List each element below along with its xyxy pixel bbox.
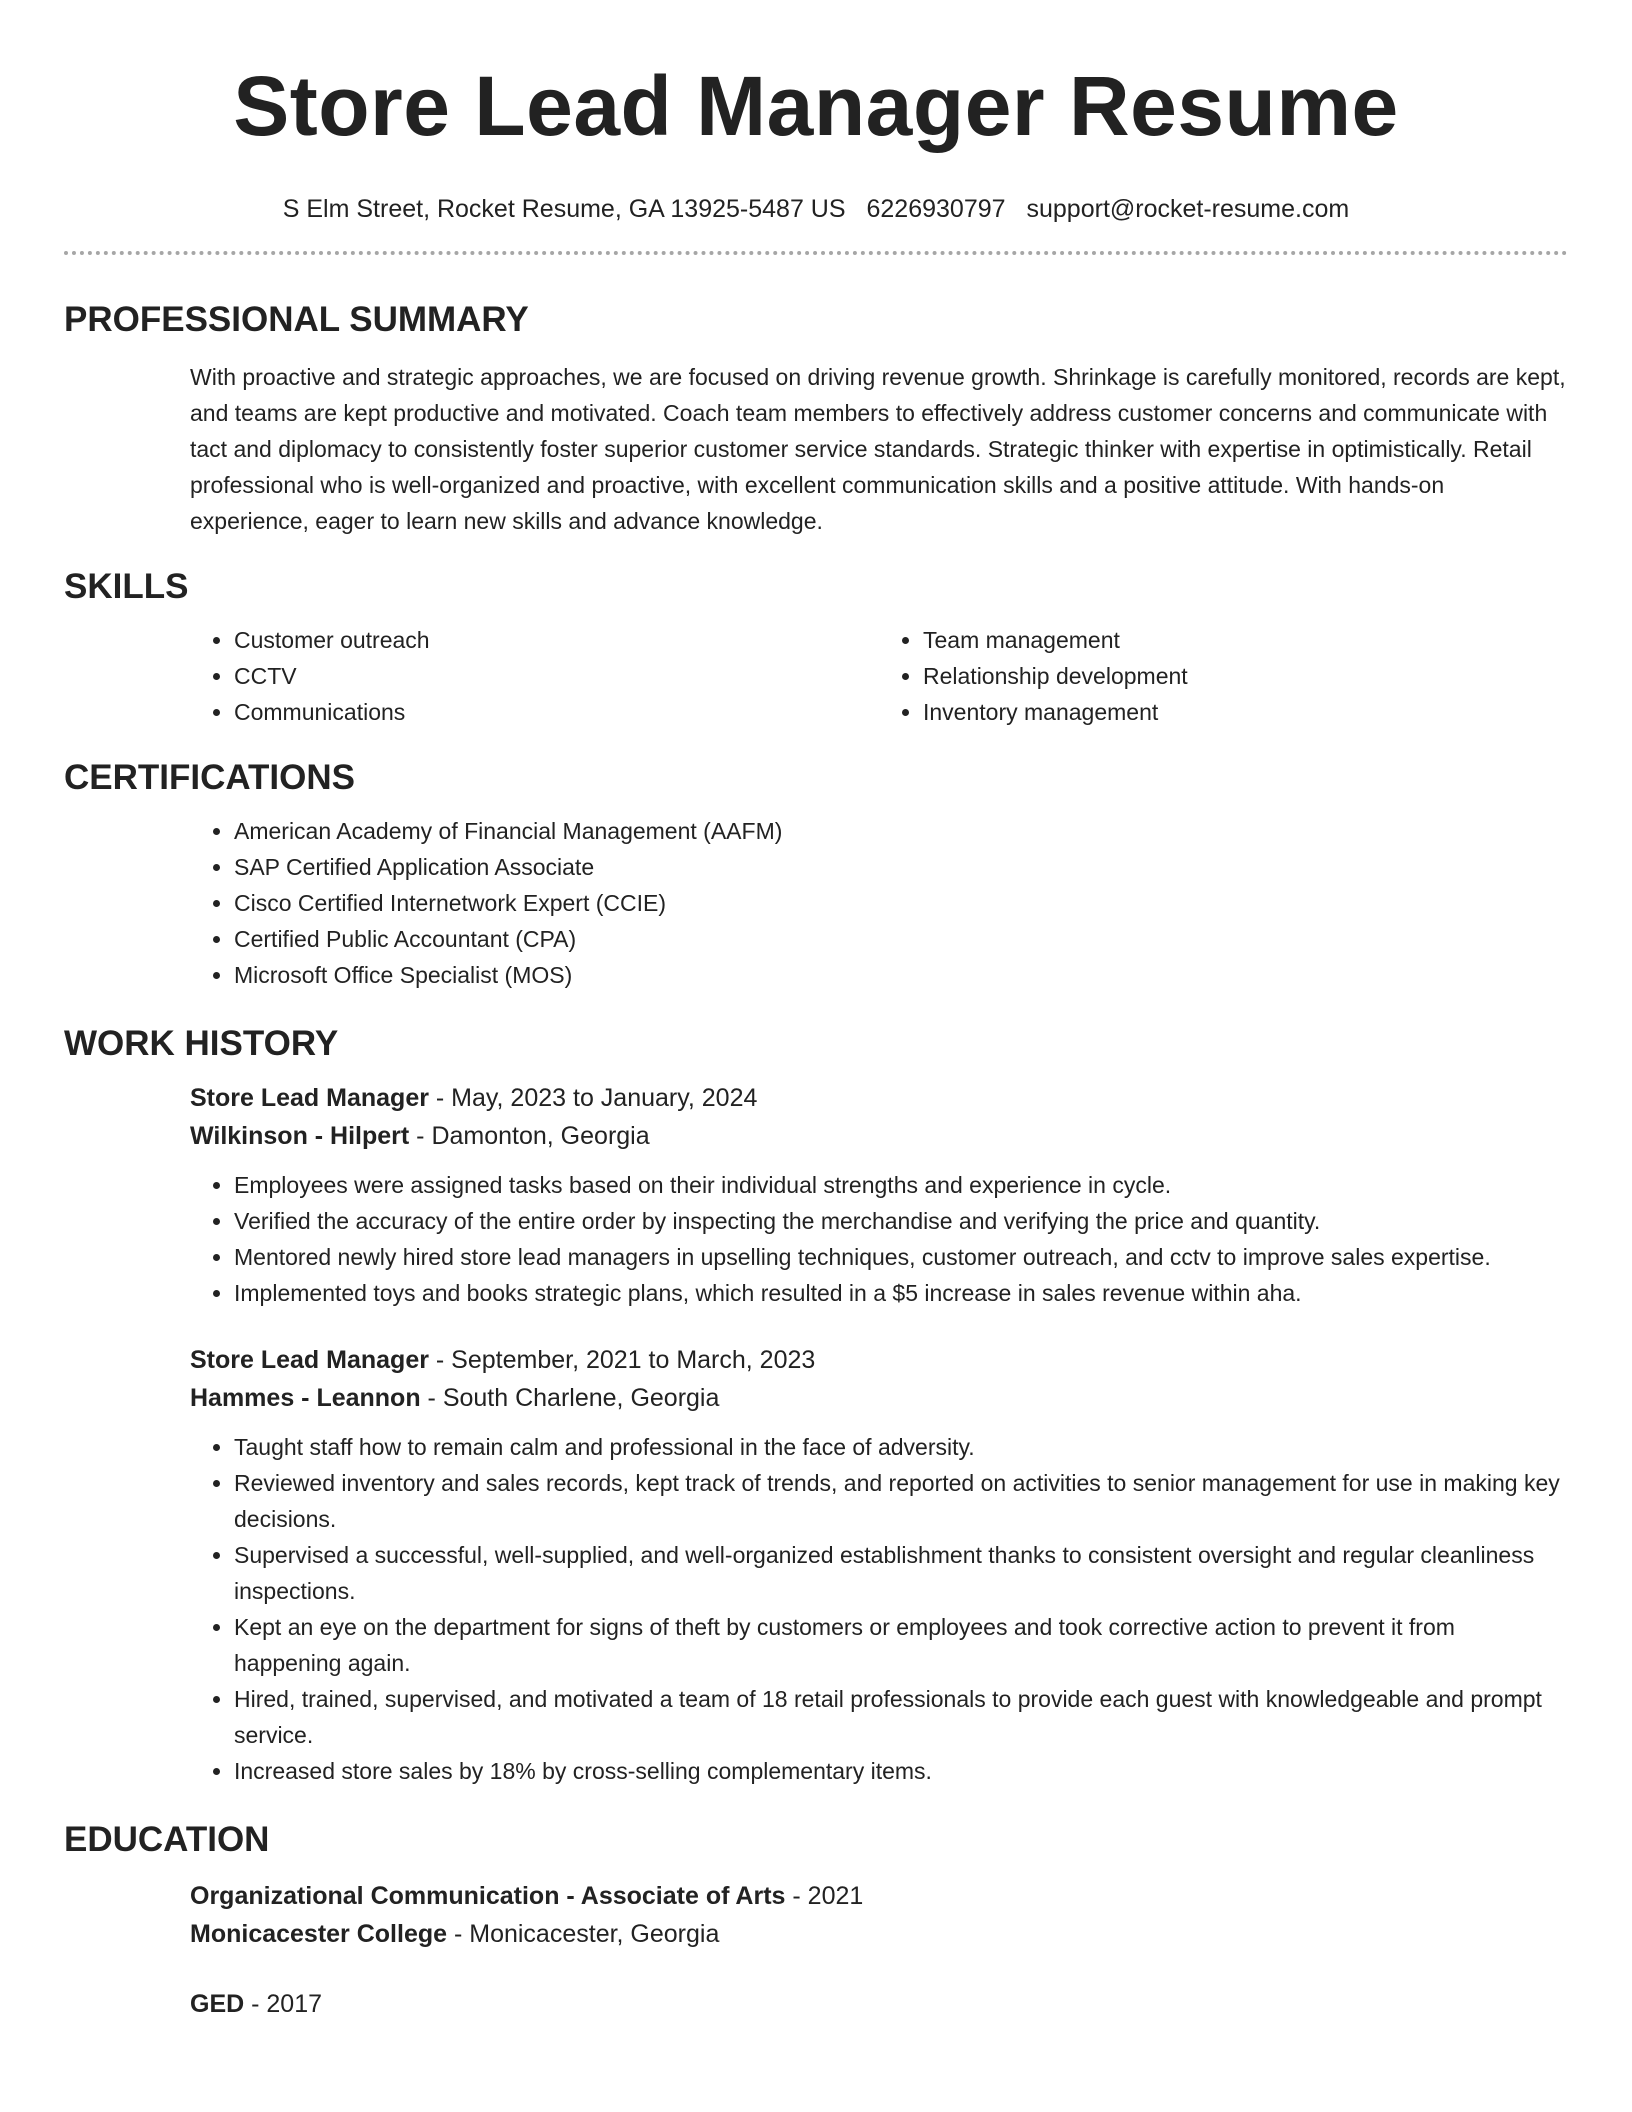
job-bullet: • Mentored newly hired store lead managers in upselling techniques, customer outreach, and cctv to improve sales expertise. [234, 1239, 1568, 1275]
job-bullet: • Employees were assigned tasks based on their individual strengths and experience in cycle. [234, 1167, 1568, 1203]
summary-text: With proactive and strategic approaches, we are focused on driving revenue growth. Shrinkage is carefully monitored, records are kept, and teams are kept productive and motivated. Coach team members to effectively address customer concerns and communicate with tact and diplomacy to consistently foster superior customer service standards. Strategic thinker with expertise in optimistically. Retail professional who is well-organized and proactive, with excellent communication skills and a positive attitude. With hands-on experience, eager to learn new skills and advance knowledge. [190, 364, 1566, 534]
summary-section [64, 299, 1568, 539]
job-location: - South Charlene, Georgia [420, 1384, 720, 1412]
summary-heading: PROFESSIONAL SUMMARY [64, 300, 529, 339]
skill-item: • Customer outreach [234, 622, 879, 658]
skill-item: • Team management [923, 622, 1568, 658]
education-heading: EDUCATION [64, 1820, 270, 1859]
work-history-section [64, 1023, 1568, 1789]
resume-title: Store Lead Manager Resume [233, 59, 1399, 153]
education-school: Monicacester College [190, 1920, 448, 1948]
job-bullet: • Kept an eye on the department for signs of theft by customers or employees and took corrective action to prevent it from happening again. [234, 1609, 1568, 1681]
education-section [64, 1819, 1568, 2023]
skill-item: • Relationship development [923, 658, 1568, 694]
job-location: - Damonton, Georgia [409, 1122, 650, 1150]
header-divider [64, 251, 1568, 255]
resume-page [64, 0, 1568, 2023]
certification-item: • Cisco Certified Internetwork Expert (CCIE) [234, 885, 1568, 921]
job-dates: - May, 2023 to January, 2024 [428, 1084, 758, 1112]
job-bullet: • Increased store sales by 18% by cross-selling complementary items. [234, 1753, 1568, 1789]
job-company: Wilkinson - Hilpert [190, 1122, 410, 1150]
contact-phone: 6226930797 [866, 195, 1006, 223]
certifications-section [64, 757, 1568, 993]
job-bullet: • Implemented toys and books strategic plans, which resulted in a $5 increase in sales revenue within aha. [234, 1275, 1568, 1311]
education-school-line [190, 1915, 1568, 1953]
job-bullet: • Supervised a successful, well-supplied, and well-organized establishment thanks to consistent oversight and regular cleanliness inspections. [234, 1537, 1568, 1609]
education-degree: Organizational Communication - Associate of Arts [190, 1882, 786, 1910]
job-company: Hammes - Leannon [190, 1384, 421, 1412]
skill-item: • Inventory management [923, 694, 1568, 730]
education-degree: GED [190, 1990, 245, 2018]
job-entry [190, 1341, 1568, 1789]
skill-item: • Communications [234, 694, 879, 730]
skills-heading: SKILLS [64, 567, 189, 606]
certifications-heading: CERTIFICATIONS [64, 758, 356, 797]
job-company-line [190, 1117, 1568, 1155]
education-entry [190, 1877, 1568, 1953]
certifications-list [190, 813, 1568, 993]
education-year: - 2021 [785, 1882, 864, 1910]
certification-item: • SAP Certified Application Associate [234, 849, 1568, 885]
job-bullet: • Reviewed inventory and sales records, kept track of trends, and reported on activities to senior management for use in making key decisions. [234, 1465, 1568, 1537]
education-year: - 2017 [244, 1990, 323, 2018]
contact-address: S Elm Street, Rocket Resume, GA 13925-5487 US [282, 195, 846, 223]
job-title: Store Lead Manager [190, 1084, 429, 1112]
job-bullets [190, 1167, 1568, 1311]
job-bullet: • Verified the accuracy of the entire order by inspecting the merchandise and verifying the price and quantity. [234, 1203, 1568, 1239]
job-title-line [190, 1079, 1568, 1117]
job-bullet: • Taught staff how to remain calm and professional in the face of adversity. [234, 1429, 1568, 1465]
skills-list-left [190, 622, 879, 730]
certification-item: • Certified Public Accountant (CPA) [234, 921, 1568, 957]
skills-section [64, 566, 1568, 730]
education-degree-line [190, 1985, 1568, 2023]
skill-item: • CCTV [234, 658, 879, 694]
job-dates: - September, 2021 to March, 2023 [428, 1346, 816, 1374]
work-history-heading: WORK HISTORY [64, 1024, 339, 1063]
skills-list-right [879, 622, 1568, 730]
job-entry [190, 1079, 1568, 1311]
job-bullets [190, 1429, 1568, 1789]
education-degree-line [190, 1877, 1568, 1915]
job-title: Store Lead Manager [190, 1346, 429, 1374]
certification-item: • Microsoft Office Specialist (MOS) [234, 957, 1568, 993]
contact-line [64, 194, 1568, 224]
education-location: - Monicacester, Georgia [447, 1920, 720, 1948]
job-title-line [190, 1341, 1568, 1379]
job-company-line [190, 1379, 1568, 1417]
education-entry [190, 1985, 1568, 2023]
certification-item: • American Academy of Financial Management (AAFM) [234, 813, 1568, 849]
contact-email: support@rocket-resume.com [1026, 195, 1350, 223]
job-bullet: • Hired, trained, supervised, and motivated a team of 18 retail professionals to provide each guest with knowledgeable and prompt service. [234, 1681, 1568, 1753]
